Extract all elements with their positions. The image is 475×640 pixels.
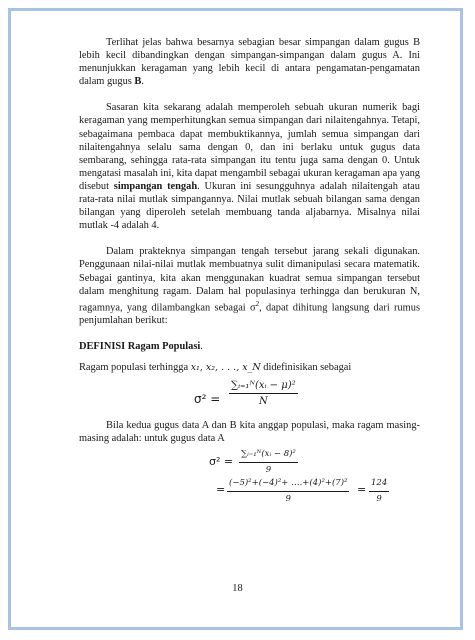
formula-variance-A — [79, 445, 420, 473]
formula3-fraction — [227, 477, 349, 506]
definition-text: Ragam populasi terhingga x₁, x₂, . . ., x_N didefinisikan sebagai — [79, 362, 352, 374]
formula-variance-A-expanded — [79, 473, 420, 503]
formula3-result-fraction — [369, 477, 389, 506]
formula1-denominator: N — [258, 395, 268, 407]
page-number: 18 — [232, 583, 243, 594]
document-body — [79, 36, 420, 503]
paragraph-2: Sasaran kita sekarang adalah memperoleh sebuah ukuran numerik bagi keragaman yang memperhitungkan semua simpangan dari nilaitengahnya. Tetapi, sebagaimana pembaca dapat membuktikannya, jumlah semua simpangan dari nilaitengahnya selalu sama dengan 0, dan ini berlaku untuk gugus data sembarang, sehingga rata-rata simpangan itu tentu juga sama dengan 0. Untuk mengatasi masalah ini, kita dapat mengambil sebagai ukuran keragaman apa yang disebut simpangan tengah. Ukuran ini sesungguhnya adalah nilaitengah atau rata-rata nilai mutlak simpangannya. Nilai mutlak sebuah bilangan sama dengan bilangan yang diperoleh setelah membuang tanda aljabarnya. Misalnya nilai mutlak -4 adalah 4. — [79, 102, 420, 232]
paragraph-3: Dalam prakteknya simpangan tengah tersebut jarang sekali digunakan. Penggunaan nilai-nilai mutlak membuatnya sulit dimanipulasi secara matematik. Sebagai gantinya, kita akan menggunakan kuadrat semua simpangan tersebut dalam menghitung ragam. Dalam hal populasinya terhingga dan berukuran N, ragamnya, yang dilambangkan sebagai $\sigma^2$, dapat dihitung langsung dari rumus penjumlahan berikut: — [79, 246, 420, 327]
formula2-denominator: 9 — [265, 464, 272, 475]
formula1-fraction — [229, 379, 298, 408]
formula3-result-denominator: 9 — [376, 493, 382, 504]
formula2-numerator: ∑ᵢ₌₁ᴺ(xᵢ − 8)² — [239, 448, 298, 463]
formula-population-variance — [79, 375, 420, 419]
term-simpangan-tengah: simpangan tengah — [113, 180, 198, 192]
formula3-result-numerator: 124 — [369, 477, 389, 492]
formula1-numerator: ∑ᵢ₌₁ᴺ(xᵢ − μ)² — [229, 379, 298, 394]
formula3-numerator: (−5)²+(−4)²+ ….+(4)²+(7)² — [227, 477, 349, 492]
formula3-denominator: 9 — [285, 493, 291, 504]
paragraph-4: Bila kedua gugus data A dan B kita anggap populasi, maka ragam masing-masing adalah: untuk gugus data A — [79, 419, 420, 444]
formula3-equals: = — [216, 482, 226, 496]
formula3-equals-2: = — [357, 482, 367, 496]
formula2-lhs: σ² = — [209, 454, 234, 468]
paragraph-1: Terlihat jelas bahwa besarnya sebagian besar simpangan dalam gugus B lebih kecil dibandingkan dengan simpangan-simpangan dalam gugus A. Ini menunjukkan keragaman yang lebih kecil di antara pengamatan-pengamatan dalam gugus B. — [79, 37, 420, 88]
formula1-lhs: σ² = — [194, 391, 221, 406]
variable-list: x₁, x₂, . . ., x_N — [190, 362, 261, 374]
definition-heading: DEFINISI Ragam Populasi. — [79, 341, 203, 353]
